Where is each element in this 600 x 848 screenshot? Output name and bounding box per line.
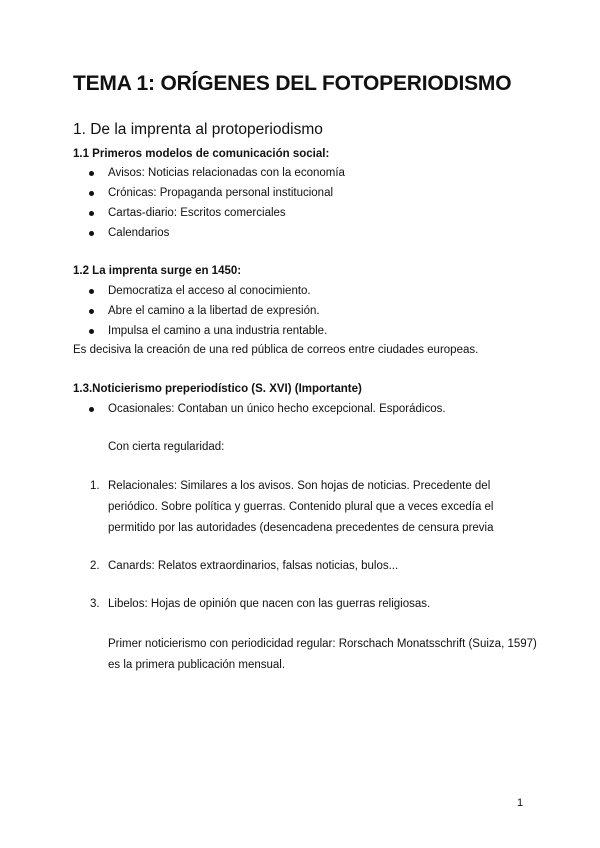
- bullet-list-1-2: [73, 281, 327, 341]
- bullet-list-1-1: [73, 163, 345, 243]
- subsection-heading-1-1: 1.1 Primeros modelos de comunicación social:: [73, 148, 330, 160]
- bullet-icon: [89, 407, 94, 412]
- bullet-icon: [89, 289, 94, 294]
- item-number: 2.: [90, 560, 100, 572]
- subsection-heading-1-3: 1.3.Noticierismo preperiodístico (S. XVI) (Importante): [73, 383, 362, 395]
- subsection-heading-1-2: 1.2 La imprenta surge en 1450:: [73, 265, 242, 277]
- list-item: Democratiza el acceso al conocimiento.: [73, 281, 327, 301]
- document-title: TEMA 1: ORÍGENES DEL FOTOPERIODISMO: [73, 72, 512, 95]
- bullet-icon: [89, 171, 94, 176]
- list-item: Cartas-diario: Escritos comerciales: [73, 203, 345, 223]
- page-number: 1: [517, 797, 524, 809]
- bullet-list-1-3: [73, 399, 446, 419]
- list-item: Ocasionales: Contaban un único hecho excepcional. Esporádicos.: [73, 399, 446, 419]
- item-number: 1.: [90, 480, 100, 492]
- item-text: Libelos: Hojas de opinión que nacen con las guerras religiosas.: [108, 598, 431, 610]
- bullet-icon: [89, 191, 94, 196]
- item-number: 3.: [90, 598, 100, 610]
- bullet-icon: [89, 211, 94, 216]
- bullet-icon: [89, 329, 94, 334]
- list-item: Impulsa el camino a una industria rentable.: [73, 321, 327, 341]
- list-item: Abre el camino a la libertad de expresión.: [73, 301, 327, 321]
- item-text: Relacionales: Similares a los avisos. Son hojas de noticias. Precedente del periódico. Sobre política y guerras. Contenido plural que a veces excedía el permitido por las autoridades (desencadena precedentes de censura previa: [108, 480, 494, 534]
- section-heading-1: 1. De la imprenta al protoperiodismo: [73, 121, 323, 138]
- item-text: Canards: Relatos extraordinarios, falsas noticias, bulos...: [108, 560, 399, 572]
- note-paragraph: Es decisiva la creación de una red pública de correos entre ciudades europeas.: [73, 344, 479, 356]
- list-item: Calendarios: [73, 223, 345, 243]
- regularity-intro: Con cierta regularidad:: [108, 441, 225, 453]
- list-item: Crónicas: Propaganda personal institucional: [73, 183, 345, 203]
- list-item: Avisos: Noticias relacionadas con la economía: [73, 163, 345, 183]
- bullet-icon: [89, 231, 94, 236]
- bullet-icon: [89, 309, 94, 314]
- closing-paragraph: Primer noticierismo con periodicidad regular: Rorschach Monatsschrift (Suiza, 1597) es la primera publicación mensual.: [108, 638, 537, 671]
